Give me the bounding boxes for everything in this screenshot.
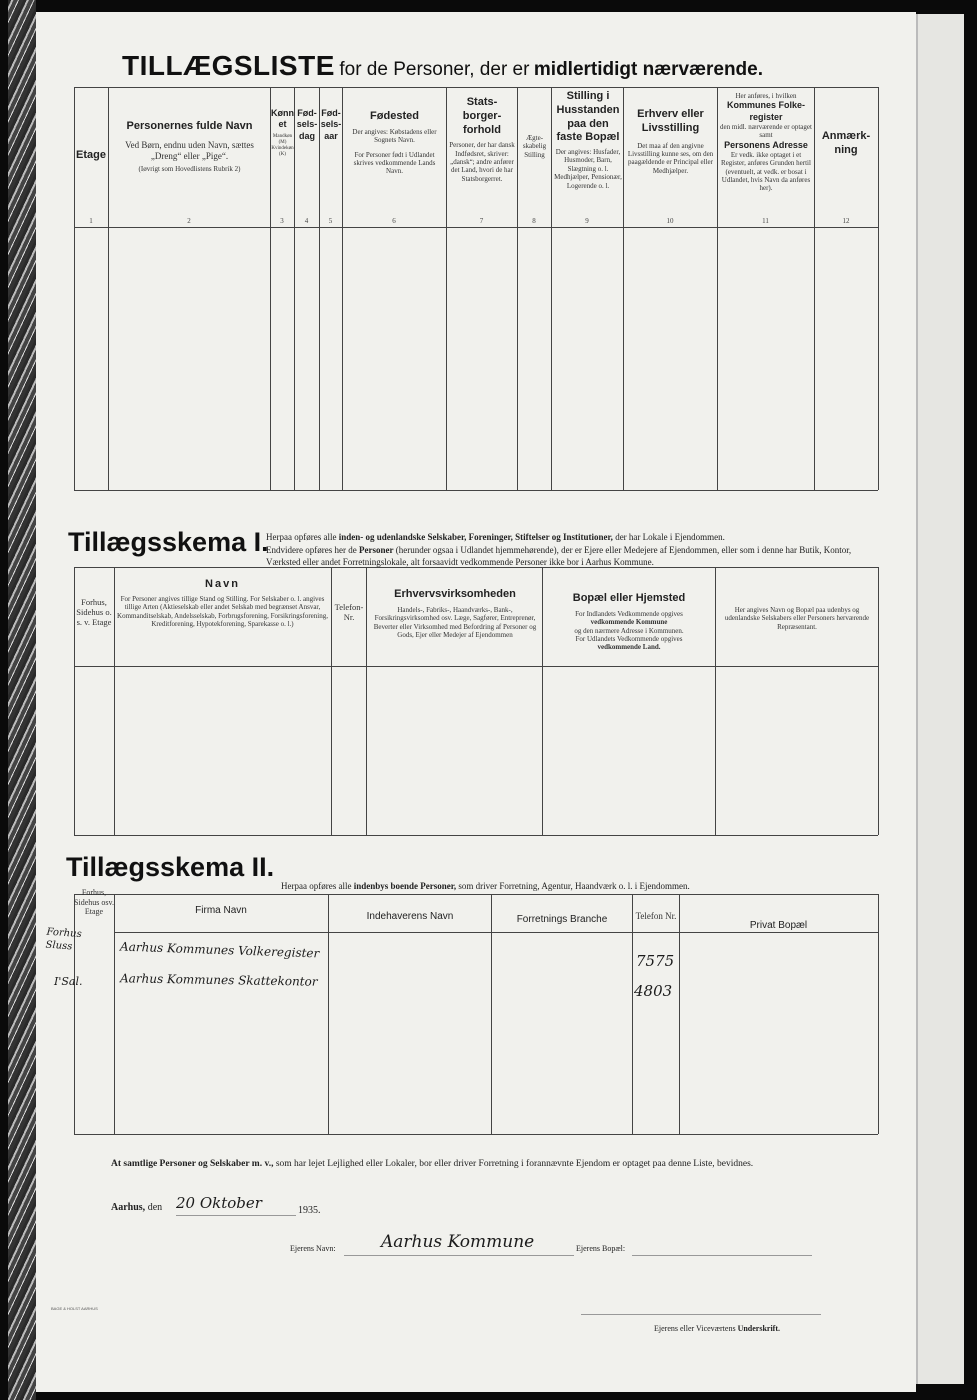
skema1-col-repraesentant: Her angives Navn og Bopæl paa udenbys og udenlandske Selskabers eller Personers herværende Repræsentant. [724, 606, 870, 631]
skema2-row2-tlf: 4803 [634, 982, 673, 1000]
col-anmaerkning-header: Anmærk-ning [821, 130, 871, 156]
col-fodested-header: Fødested Der angives: Købstadens eller Sognets Navn. For Personer født i Udlandet skrives vedkommende Lands Navn. [352, 110, 437, 176]
title-bold: midlertidigt nærværende. [533, 59, 764, 80]
col-aegteskabelig-header: Ægte-skabelig Stilling [522, 134, 547, 159]
skema1-col-etage: Forhus, Sidehus o. s. v. Etage [76, 597, 112, 628]
col-num: 11 [762, 217, 769, 225]
skema2-row1-firma: Aarhus Kommunes Volkeregister [119, 939, 320, 961]
footer-statement: At samtlige Personer og Selskaber m. v., som har lejet Lejlighed eller Lokaler, bor eller driver Forretning i forannævnte Ejendom er optaget paa denne Liste, bevidnes. [111, 1159, 754, 1169]
skema2-col-indehaver: Indehaverens Navn [366, 911, 454, 922]
col-num: 5 [328, 217, 333, 225]
skema1-col-navn: Navn For Personer angives tillige Stand og Stilling. For Selskaber o. l. angives tillige Arten (Aktieselskab eller andet Selskab med begrænset Ansvar, Kommanditselskab, Andelsselskab, Forbrugsforening, Forsikringsforening, Kreditforening, Hypotekforening, Sparekasse o. l.) [117, 578, 328, 628]
col-erhverv-header: Erhverv eller Livsstilling Det maa af den angivne Livsstilling kunne ses, om den paagældende er Principal eller Medhjælper. [627, 108, 714, 175]
col-num: 3 [280, 217, 284, 225]
owner-bopael-label: Ejerens Bopæl: [576, 1244, 626, 1253]
skema1-intro: Herpaa opføres alle inden- og udenlandske Selskaber, Foreninger, Stiftelser og Institutioner, der har Lokale i Ejendommen. Endvidere opføres her de Personer (herunder ogsaa i Udlandet hjemmehørende), der er Ejere eller Medejere af Ejendommen, eller som i denne har Butik, Kontor, Værksted eller andet Forretningslokale, alt forsaavidt vedkommende Personer ikke bor i Aarhus Kommune. [266, 532, 852, 568]
title-main: TILLÆGSLISTE [122, 50, 335, 81]
skema1-title: Tillægsskema I. [68, 527, 269, 557]
skema2-col-privat: Privat Bopæl [749, 920, 808, 931]
skema1-col-telefon: Telefon-Nr. [334, 602, 364, 623]
col-num: 4 [304, 217, 309, 225]
col-konnet-header: Kønnet Mandkøn (M) Kvindekøn (K) [271, 108, 294, 157]
col-etage-header: Etage [76, 149, 106, 161]
skema2-col-telefon: Telefon Nr. [635, 911, 677, 921]
ledger-binding-edge [8, 0, 36, 1400]
col-stilling-header: Stilling i Husstanden paa den faste Bopæl Der angives: Husfader, Husmoder, Barn, Slægtning o. l. Medhjælper, Pensionær, Logerende o. l. [554, 90, 622, 190]
col-folkeregister-header: Her anføres, i hvilken Kommunes Folke-register den midl. nærværende er optaget samt Personens Adresse Er vedk. ikke optaget i et Register, anføres Grunden hertil (eventuelt, at vedk. er bosat i Udlandet, hvis Navn da anføres her). [720, 92, 812, 193]
col-num: 9 [585, 217, 589, 225]
col-num: 2 [187, 217, 191, 225]
title-sub: for de Personer, der er [339, 59, 530, 80]
col-num: 7 [479, 217, 484, 225]
skema2-col-branche: Forretnings Branche [516, 914, 608, 925]
col-statsborger-header: Stats-borger-forhold Personer, der har dansk Indfødsret, skriver: „dansk“; andre anfører det Land, hvori de har Statsborgerret. [449, 96, 515, 183]
skema2-row2-etage: I'Sal. [54, 975, 83, 988]
skema2-col-firma: Firma Navn [195, 905, 247, 916]
col-num: 6 [392, 217, 396, 225]
skema1-col-erhverv: Erhvervsvirksomheden Handels-, Fabriks-, Haandværks-, Bank-, Forsikringsvirksomhed osv. Læge, Sagfører, Entreprenør, Beverter eller Virksomhed med Befordring af Personer og Gods, Ejer eller Medejer af Ejendommen [373, 588, 537, 639]
owner-name-hand: Aarhus Kommune [381, 1232, 535, 1252]
printer-mark: BAGE & HOLST AARHUS [51, 1306, 98, 1311]
col-num: 8 [532, 217, 536, 225]
skema1-col-bopael: Bopæl eller Hjemsted For Indlandets Vedkommende opgives vedkommende Kommune og den nærmere Adresse i Kommunen. For Udlandets Vedkommende opgives vedkommende Land. [572, 592, 686, 652]
col-fodselsdag-header: Fød-sels-dag [296, 108, 318, 141]
footer-year: 1935. [298, 1205, 321, 1216]
signature-label: Ejerens eller Viceværtens Underskrift. [654, 1324, 781, 1333]
col-num: 12 [842, 217, 850, 225]
skema2-title: Tillægsskema II. [66, 852, 275, 882]
skema2-row1-etage: Forhus Sluss [45, 926, 83, 953]
col-fodselsaar-header: Fød-sels-aar [320, 108, 342, 141]
skema2-col-etage: Forhus, Sidehus osv. Etage [74, 888, 114, 917]
col-num: 1 [89, 217, 93, 225]
form-page [36, 12, 916, 1392]
skema2-row2-firma: Aarhus Kommunes Skattekontor [119, 971, 318, 989]
page-title [122, 50, 763, 82]
footer-date-line: Aarhus, den [111, 1202, 163, 1213]
skema2-row1-tlf: 7575 [636, 952, 675, 970]
owner-name-label: Ejerens Navn: [290, 1244, 336, 1253]
footer-date-hand: 20 Oktober [176, 1194, 262, 1212]
skema2-intro: Herpaa opføres alle indenbys boende Personer, som driver Forretning, Agentur, Haandværk o. l. i Ejendommen. [281, 881, 690, 891]
adjacent-page-edge [916, 14, 964, 1384]
col-navn-header: Personernes fulde Navn Ved Børn, endnu uden Navn, sættes „Dreng“ eller „Pige“. (Iøvrigt som Hovedlistens Rubrik 2) [125, 120, 254, 174]
col-num: 10 [666, 217, 674, 225]
